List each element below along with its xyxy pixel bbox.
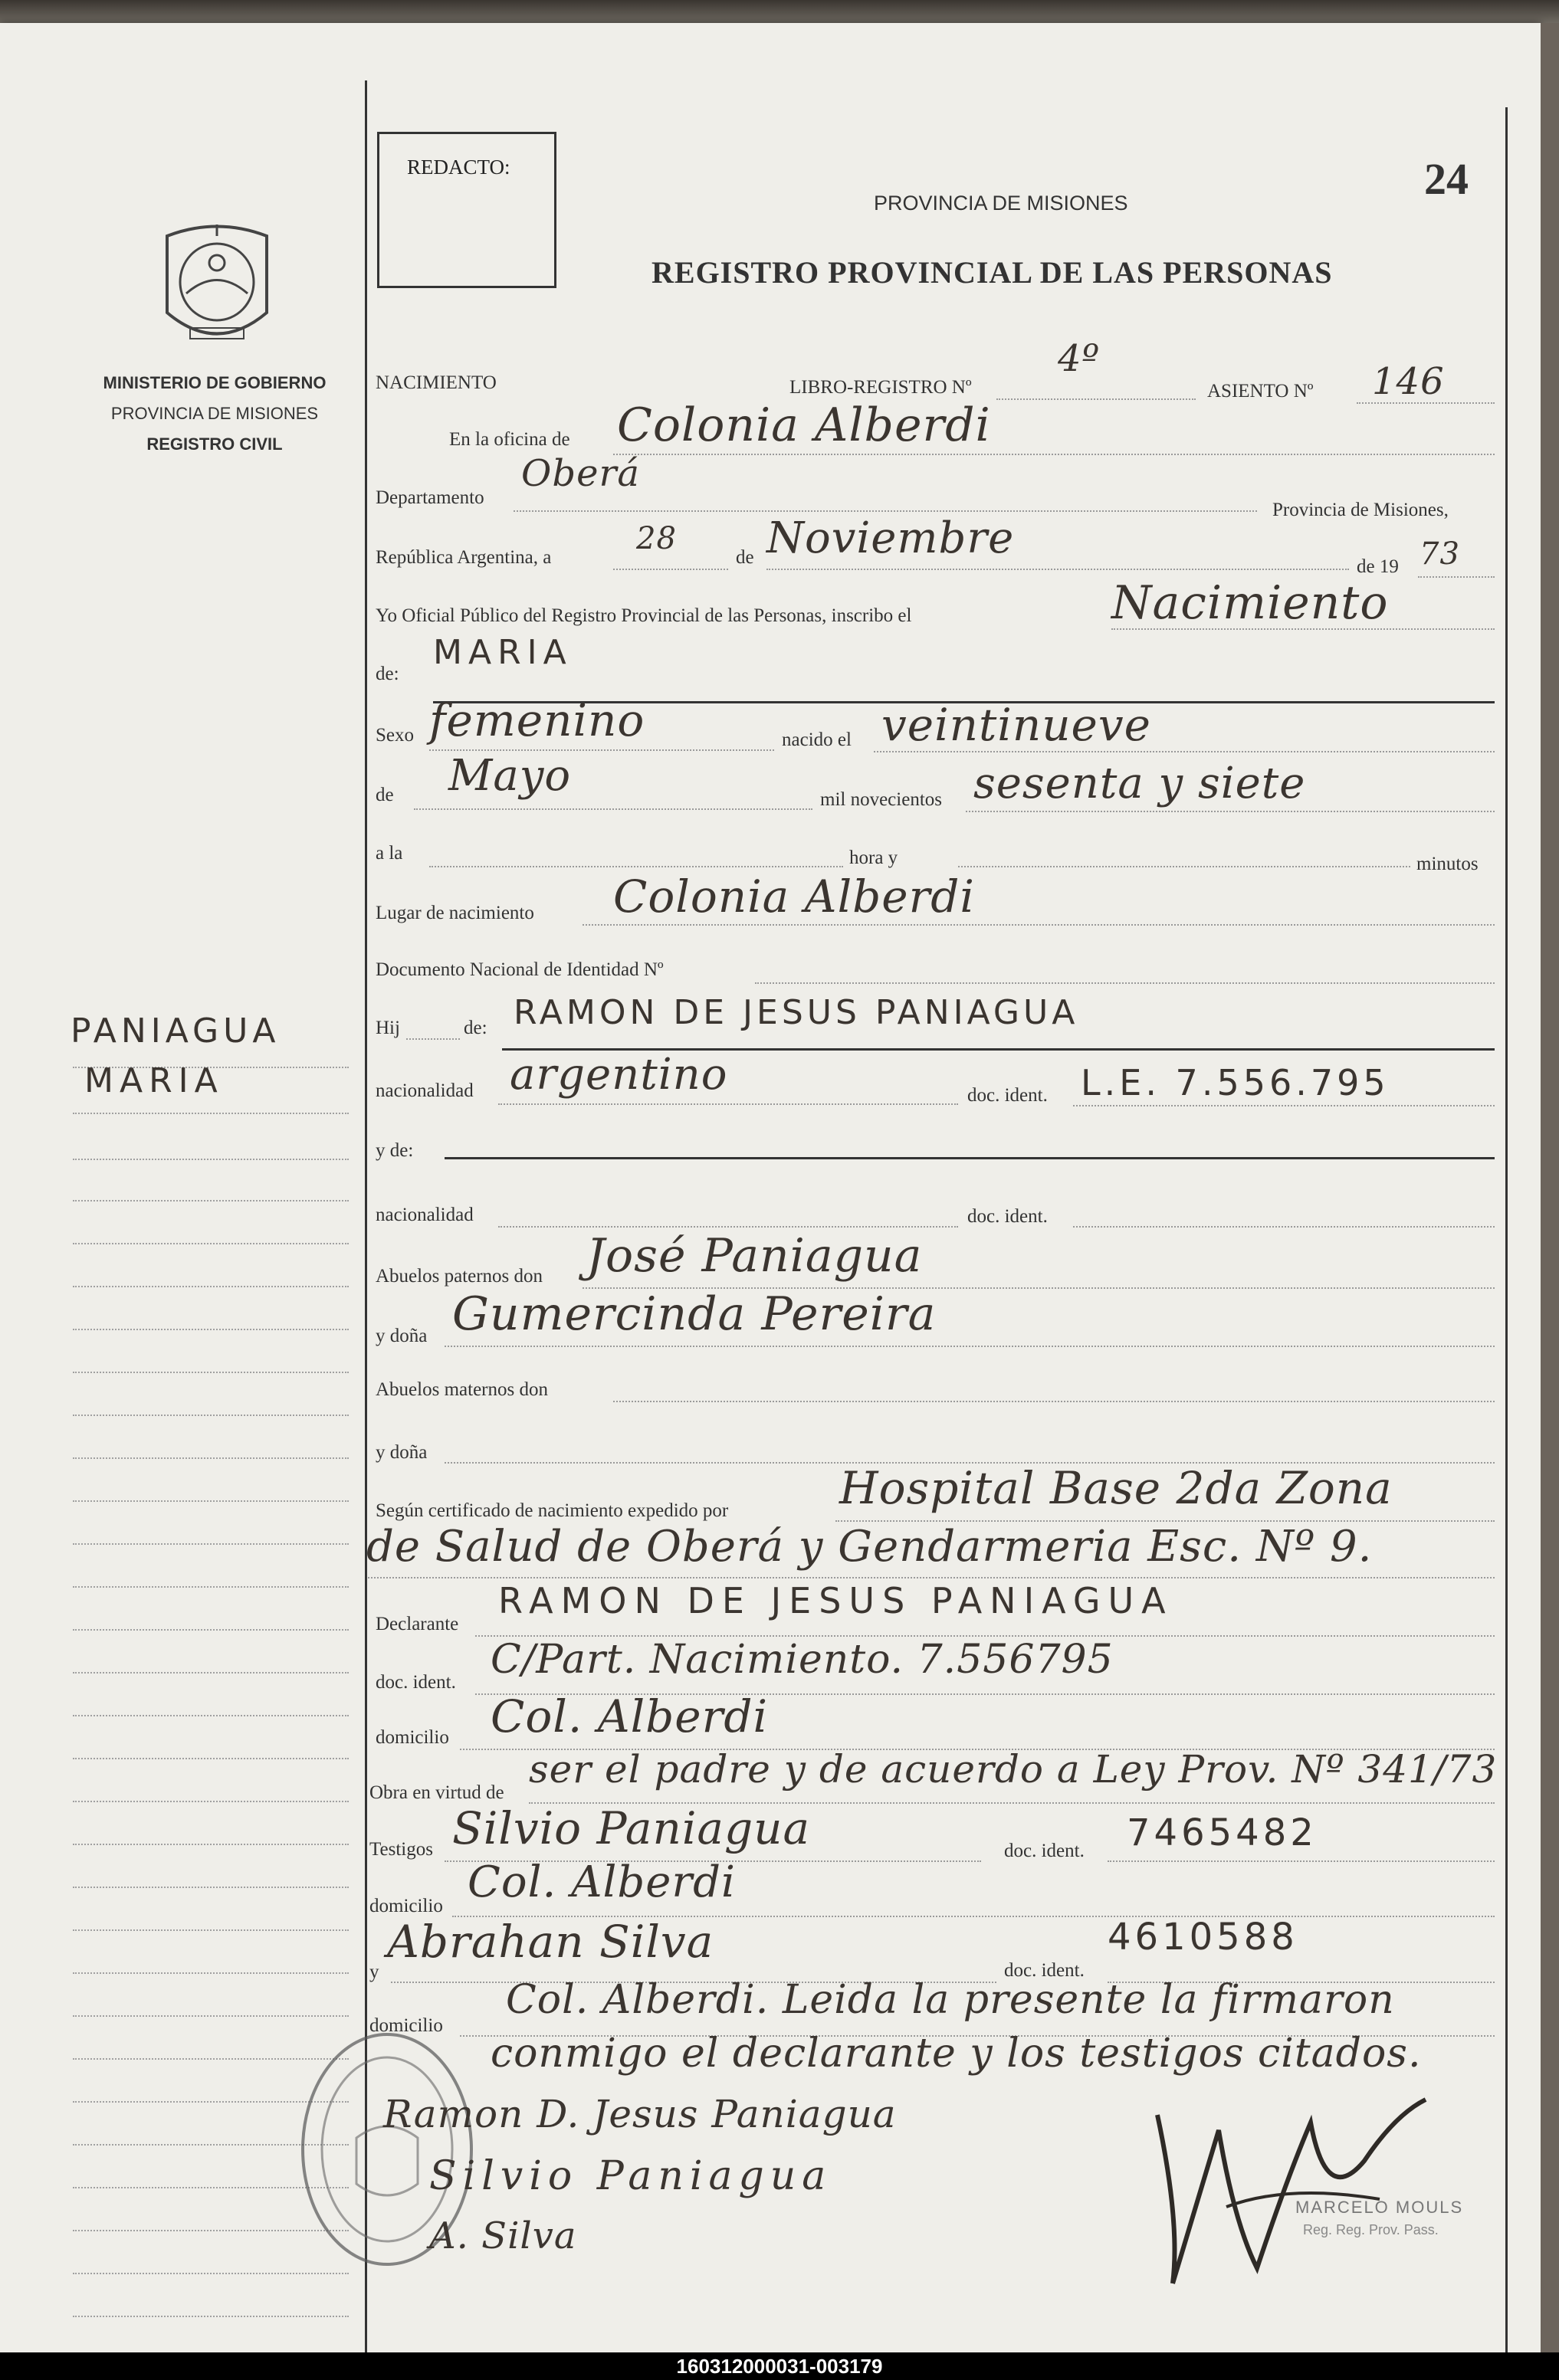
- label-testigos: Testigos: [369, 1839, 433, 1860]
- value-mes: Noviembre: [766, 513, 1015, 563]
- label-domicilio-2: domicilio: [369, 1896, 443, 1916]
- value-sexo: femenino: [429, 694, 645, 746]
- value-domicilio: Col. Alberdi: [491, 1690, 769, 1742]
- margin-name: MARIA: [84, 1061, 224, 1100]
- province-heading: PROVINCIA DE MISIONES: [874, 192, 1128, 215]
- value-testigo-1-doc: 7465482: [1127, 1811, 1318, 1854]
- ministry-line-1: MINISTERIO DE GOBIERNO: [103, 373, 327, 392]
- label-hij: Hij: [376, 1018, 400, 1038]
- label-de-mes-nac: de: [376, 785, 394, 805]
- label-doc-ident: doc. ident.: [967, 1085, 1048, 1106]
- value-testigo-2: Abrahan Silva: [387, 1916, 714, 1968]
- coat-of-arms-emblem: [159, 221, 274, 351]
- signature-testigo-1: Silvio Paniagua: [429, 2153, 832, 2199]
- label-sexo: Sexo: [376, 725, 414, 746]
- ministry-line-2: PROVINCIA DE MISIONES: [110, 404, 319, 423]
- value-nombre: MARIA: [433, 633, 573, 672]
- value-abuela-paterna: Gumercinda Pereira: [452, 1287, 937, 1341]
- value-obra: ser el padre y de acuerdo a Ley Prov. Nº 341/73: [529, 1747, 1498, 1792]
- value-abuelo-paterno: José Paniagua: [586, 1229, 923, 1283]
- label-minutos: minutos: [1416, 854, 1479, 874]
- label-oficina: En la oficina de: [449, 429, 570, 450]
- label-abuelos-paternos: Abuelos paternos don: [376, 1266, 543, 1287]
- label-y-de: y de:: [376, 1140, 414, 1161]
- label-nacionalidad: nacionalidad: [376, 1080, 474, 1101]
- redacto-label: REDACTO:: [407, 156, 510, 179]
- official-name-stamp: MARCELO MOULS: [1295, 2198, 1464, 2217]
- value-nacionalidad: argentino: [510, 1050, 728, 1100]
- label-y-dona: y doña: [376, 1326, 428, 1346]
- ministry-block: [54, 368, 376, 460]
- label-domicilio: domicilio: [376, 1727, 449, 1748]
- label-domicilio-3: domicilio: [369, 2015, 443, 2036]
- label-y: y: [369, 1962, 379, 1982]
- value-asiento: 146: [1372, 360, 1445, 403]
- value-oficina: Colonia Alberdi: [617, 398, 991, 452]
- archive-code-footer: 160312000031-003179: [0, 2352, 1559, 2380]
- label-provincia: Provincia de Misiones,: [1272, 500, 1449, 520]
- value-inscribe: Nacimiento: [1111, 576, 1389, 630]
- label-doc-ident-2: doc. ident.: [967, 1206, 1048, 1227]
- redacto-box: [377, 132, 556, 288]
- ministry-line-3: REGISTRO CIVIL: [146, 434, 283, 454]
- value-libro: 4º: [1058, 337, 1101, 380]
- margin-surname: PANIAGUA: [71, 1011, 281, 1051]
- label-doc-ident-3: doc. ident.: [376, 1672, 456, 1693]
- book-spine: [1541, 23, 1559, 2352]
- label-de-19: de 19: [1357, 556, 1399, 577]
- value-anio-nac: sesenta y siete: [973, 759, 1306, 808]
- value-testigo-1-dom: Col. Alberdi: [468, 1857, 736, 1907]
- label-a-la: a la: [376, 843, 403, 864]
- value-anio: 73: [1420, 536, 1460, 572]
- value-declarante: RAMON DE JESUS PANIAGUA: [498, 1580, 1173, 1621]
- value-nacido: veintinueve: [881, 699, 1151, 751]
- value-lugar: Colonia Alberdi: [613, 870, 975, 923]
- page-number: 24: [1424, 154, 1469, 204]
- label-asiento: ASIENTO Nº: [1207, 381, 1314, 402]
- label-documento: Documento Nacional de Identidad Nº: [376, 959, 664, 980]
- right-margin-line: [1505, 107, 1508, 2352]
- label-departamento: Departamento: [376, 487, 484, 508]
- official-signature: [1134, 2069, 1456, 2299]
- value-segun-1: Hospital Base 2da Zona: [839, 1462, 1393, 1514]
- label-de-mes: de: [736, 547, 754, 568]
- label-doc-ident-5: doc. ident.: [1004, 1960, 1085, 1981]
- label-declarante: Declarante: [376, 1614, 459, 1634]
- label-abuelos-maternos: Abuelos maternos don: [376, 1379, 548, 1400]
- label-nacimiento: NACIMIENTO: [376, 372, 497, 393]
- signature-declarante: Ramon D. Jesus Paniagua: [383, 2092, 897, 2136]
- label-libro: LIBRO-REGISTRO Nº: [789, 377, 972, 398]
- signature-testigo-2: A. Silva: [429, 2214, 577, 2257]
- value-segun-2: de Salud de Oberá y Gendarmeria Esc. Nº 9.: [366, 1522, 1373, 1572]
- label-obra: Obra en virtud de: [369, 1782, 504, 1803]
- label-segun: Según certificado de nacimiento expedido por: [376, 1500, 729, 1521]
- label-doc-ident-4: doc. ident.: [1004, 1841, 1085, 1861]
- value-dia: 28: [636, 521, 677, 556]
- label-yo-oficial: Yo Oficial Público del Registro Provincial de las Personas, inscribo el: [376, 605, 912, 626]
- label-republica: República Argentina, a: [376, 547, 552, 568]
- value-cierre-1: Col. Alberdi. Leida la presente la firmaron: [506, 1977, 1395, 2023]
- label-y-dona-2: y doña: [376, 1442, 428, 1463]
- label-de-colon: de:: [376, 664, 399, 684]
- value-mes-nac: Mayo: [448, 751, 572, 801]
- official-sub-stamp: Reg. Reg. Prov. Pass.: [1303, 2222, 1439, 2237]
- value-padre: RAMON DE JESUS PANIAGUA: [514, 993, 1079, 1032]
- value-testigo-2-doc: 4610588: [1108, 1916, 1298, 1959]
- value-testigo-1: Silvio Paniagua: [452, 1802, 811, 1854]
- value-doc-padre: L.E. 7.556.795: [1081, 1062, 1390, 1103]
- value-declarante-doc: C/Part. Nacimiento. 7.556795: [491, 1637, 1114, 1683]
- registry-heading: REGISTRO PROVINCIAL DE LAS PERSONAS: [651, 255, 1333, 290]
- value-departamento: Oberá: [521, 452, 641, 495]
- label-nacionalidad-2: nacionalidad: [376, 1205, 474, 1225]
- label-mil-novecientos: mil novecientos: [820, 789, 942, 810]
- label-de-padre: de:: [464, 1018, 487, 1038]
- label-lugar: Lugar de nacimiento: [376, 903, 534, 923]
- label-hora-y: hora y: [849, 847, 898, 868]
- label-nacido-el: nacido el: [782, 729, 852, 750]
- value-cierre-2: conmigo el declarante y los testigos citados.: [491, 2031, 1422, 2077]
